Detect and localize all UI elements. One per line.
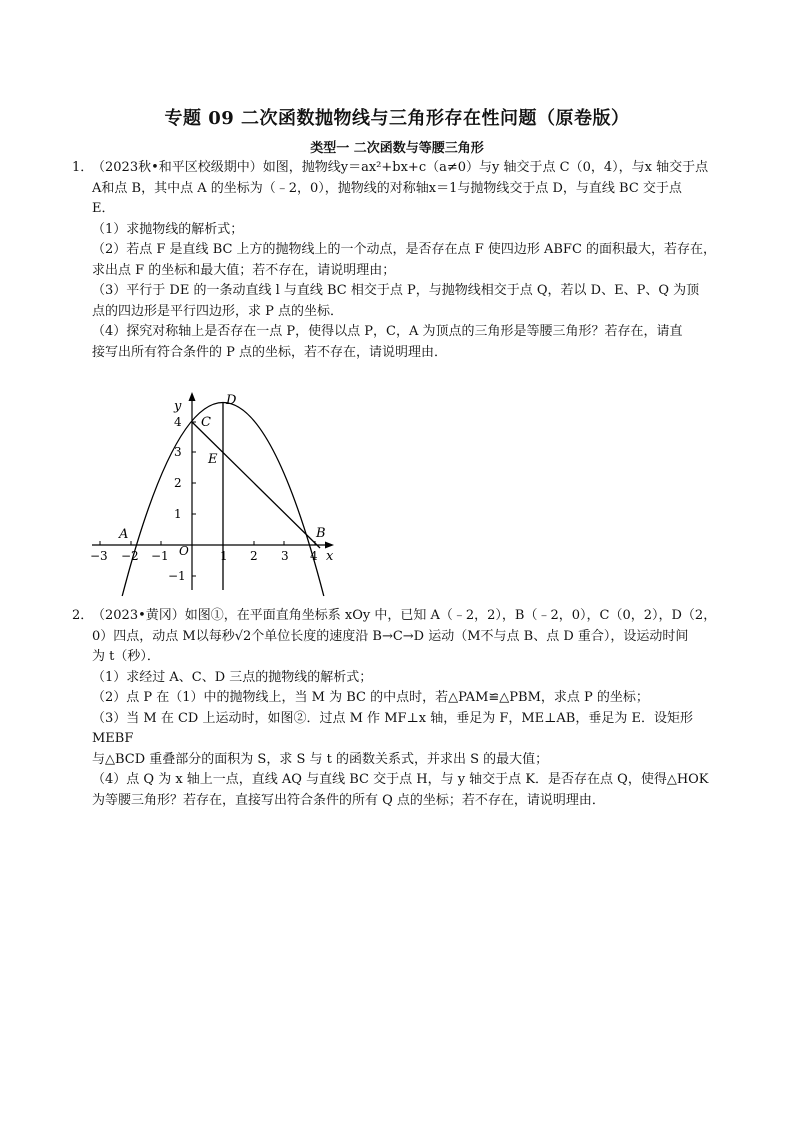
- problem-2-number: 2．: [72, 608, 94, 623]
- point-label-a: A: [119, 527, 129, 542]
- y-tick-label: 2: [174, 476, 182, 490]
- y-tick-label: 4: [174, 415, 182, 429]
- point-label-b: B: [316, 526, 326, 541]
- problem-2-question-3a: （3）当 M 在 CD 上运动时，如图②．过点 M 作 MF⊥x 轴，垂足为 F，ME⊥AB，垂足为 E．设矩形 MEBF: [92, 710, 693, 746]
- problem-1-number: 1．: [72, 160, 94, 175]
- problem-1-question-3b: 点的四边形是平行四边形，求 P 点的坐标．: [92, 303, 344, 319]
- x-axis-label: x: [326, 549, 334, 564]
- point-label-d: D: [226, 393, 237, 408]
- page-title: 专题 09 二次函数抛物线与三角形存在性问题（原卷版）: [164, 108, 630, 129]
- problem-1-question-3a: （3）平行于 DE 的一条动直线 l 与直线 BC 相交于点 P，与抛物线相交于点 Q，若以 D、E、P、Q 为顶: [92, 283, 700, 298]
- section-subtitle: 类型一 二次函数与等腰三角形: [310, 141, 484, 156]
- problem-1-intro-line-1: [72, 158, 732, 179]
- problem-2-intro-line-1: [72, 606, 732, 627]
- problem-1: [72, 158, 732, 363]
- x-axis-arrow: [325, 542, 334, 549]
- problem-2-question-3b: 与△BCD 重叠部分的面积为 S，求 S 与 t 的函数关系式，并求出 S 的最大值；: [92, 751, 549, 767]
- problem-1-intro-line-2: A和点 B，其中点 A 的坐标为（﹣2，0），抛物线的对称轴x＝1与抛物线交于点 D，与直线 BC 交于点: [92, 180, 682, 196]
- problem-1-question-1: （1）求抛物线的解析式；: [92, 221, 244, 237]
- problem-2-intro-line-2: 0）四点，动点 M以每秒√2个单位长度的速度沿 B→C→D 运动（M不与点 B、点 D 重合），设运动时间: [92, 628, 689, 644]
- line-bc: [192, 422, 320, 548]
- y-tick-label: 3: [174, 445, 182, 459]
- problem-1-question-2b: 求出点 F 的坐标和最大值；若不存在，请说明理由；: [92, 262, 396, 278]
- y-axis-arrow: [189, 392, 196, 401]
- problem-1-intro-a: （2023秋•和平区校级期中）如图，抛物线y＝ax²+bx+c（a≠0）与y 轴交于点 C（0，4），与x 轴交于点: [92, 160, 709, 175]
- problem-2-question-2: （2）点 P 在（1）中的抛物线上，当 M 为 BC 的中点时，若△PAM≌△PBM，求点 P 的坐标；: [92, 690, 649, 705]
- problem-2-intro-a: （2023•黄冈）如图①，在平面直角坐标系 xOy 中，已知 A（﹣2，2），B（﹣2，0），C（0，2），D（2，: [92, 608, 717, 623]
- problem-2-question-4b: 为等腰三角形？若存在，直接写出符合条件的所有 Q 点的坐标；若不存在，请说明理由．: [92, 792, 605, 808]
- x-tick-label: 2: [250, 549, 258, 563]
- x-tick-label: 4: [310, 549, 318, 563]
- y-axis-ticks: [192, 422, 196, 576]
- problem-1-intro-line-3: E．: [92, 201, 115, 216]
- x-tick-label: −1: [151, 549, 169, 563]
- problem-2-question-4a: （4）点 Q 为 x 轴上一点，直线 AQ 与直线 BC 交于点 H，与 y 轴交于点 K．是否存在点 Q，使得△HOK: [92, 772, 709, 787]
- problem-2-question-1: （1）求经过 A、C、D 三点的抛物线的解析式；: [92, 669, 373, 685]
- point-label-e: E: [208, 452, 218, 467]
- origin-label: O: [179, 544, 189, 558]
- y-axis-label: y: [174, 399, 182, 414]
- x-tick-label: 1: [220, 549, 228, 563]
- x-tick-label: 3: [281, 549, 289, 563]
- x-tick-label: −3: [90, 549, 108, 563]
- parabola-graph: [88, 386, 348, 598]
- problem-1-question-2a: （2）若点 F 是直线 BC 上方的抛物线上的一个动点，是否存在点 F 使四边形 ABFC 的面积最大，若存在，: [92, 242, 717, 257]
- problem-2: [72, 606, 732, 811]
- y-tick-label: 1: [174, 507, 182, 521]
- problem-1-question-4b: 接写出所有符合条件的 P 点的坐标，若不存在，请说明理由．: [92, 344, 448, 360]
- y-tick-label: −1: [168, 569, 186, 583]
- x-tick-label: −2: [121, 549, 139, 563]
- problem-2-intro-line-3: 为 t（秒）．: [92, 649, 160, 664]
- problem-1-question-4a: （4）探究对称轴上是否存在一点 P，使得以点 P，C，A 为顶点的三角形是等腰三角形？若存在，请直: [92, 324, 683, 339]
- point-label-c: C: [201, 415, 211, 430]
